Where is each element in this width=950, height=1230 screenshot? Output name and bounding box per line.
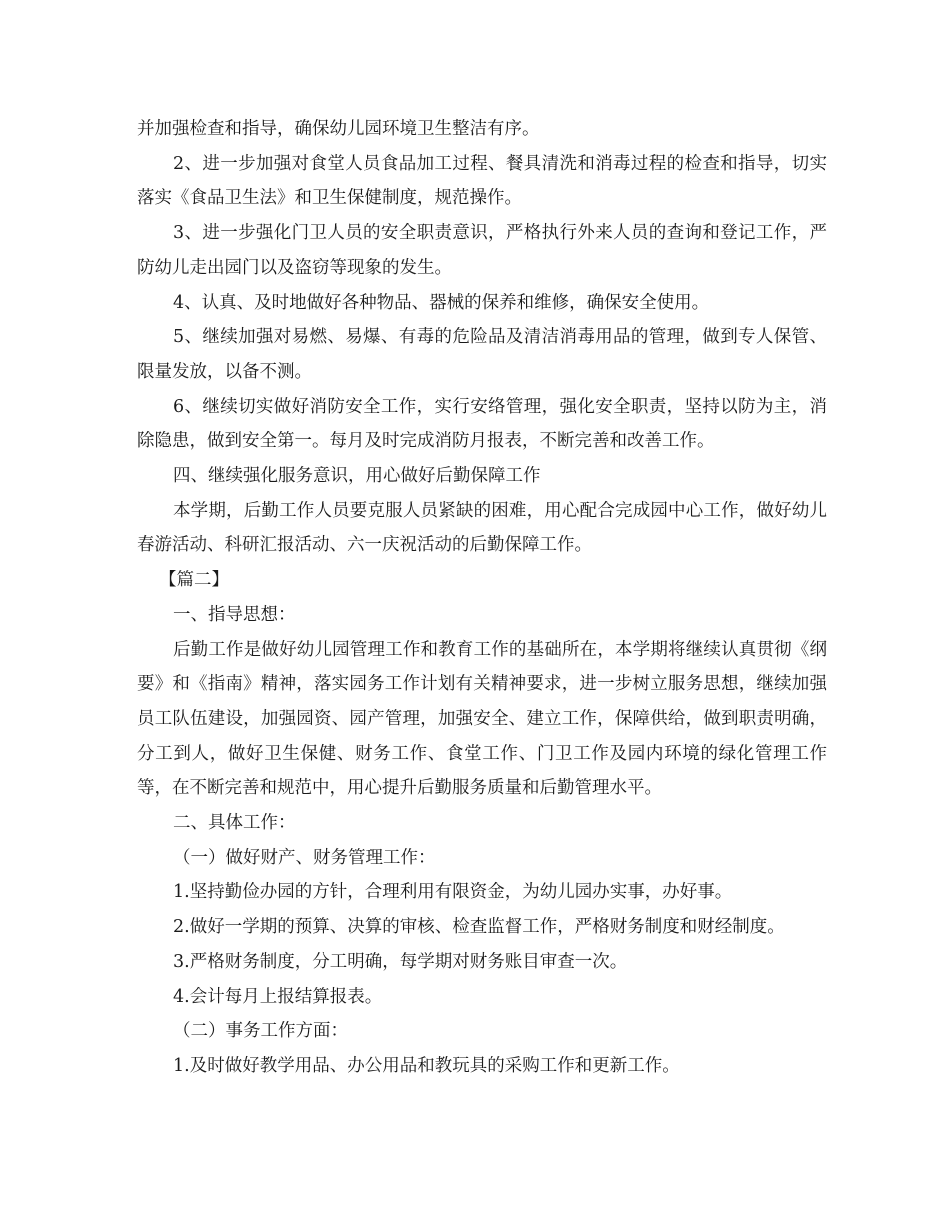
- paragraph-8: 本学期，后勤工作人员要克服人员紧缺的困难，用心配合完成园中心工作，做好幼儿春游活动、科研汇报活动、六一庆祝活动的后勤保障工作。: [137, 500, 827, 556]
- paragraph-4: 4、认真、及时地做好各种物品、器械的保养和维修，确保安全使用。: [173, 292, 710, 313]
- paragraph-1: 并加强检查和指导，确保幼儿园环境卫生整洁有序。: [137, 119, 540, 139]
- document-body: [137, 112, 827, 1084]
- list-item-1: 1.坚持勤俭办园的方针，合理利用有限资金，为幼儿园办实事，办好事。: [173, 882, 733, 903]
- paragraph-2: 2、进一步加强对食堂人员食品加工过程、餐具清洗和消毒过程的检查和指导，切实落实《食品卫生法》和卫生保健制度，规范操作。: [137, 153, 827, 209]
- list-item-3: 3.严格财务制度，分工明确，每学期对财务账目审查一次。: [173, 951, 628, 972]
- list-item-2: 2.做好一学期的预算、决算的审核、检查监督工作，严格财务制度和财经制度。: [173, 917, 785, 938]
- list-item-5: 1.及时做好教学用品、办公用品和教玩具的采购工作和更新工作。: [173, 1055, 680, 1076]
- subsection-heading-finance: （一）做好财产、财务管理工作：: [173, 847, 436, 868]
- section-heading-guiding: 一、指导思想：: [173, 604, 296, 625]
- paragraph-3: 3、进一步强化门卫人员的安全职责意识，严格执行外来人员的查询和登记工作，严防幼儿走出园门以及盗窃等现象的发生。: [137, 223, 827, 278]
- section-heading-4: 四、继续强化服务意识，用心做好后勤保障工作: [173, 466, 541, 487]
- paragraph-6: 6、继续切实做好消防安全工作，实行安络管理，强化安全职责，坚持以防为主，消除隐患，做到安全第一。每月及时完成消防月报表，不断完善和改善工作。: [137, 396, 827, 452]
- subsection-heading-affairs: （二）事务工作方面：: [173, 1021, 348, 1042]
- list-item-4: 4.会计每月上报结算报表。: [173, 986, 383, 1007]
- paragraph-11: 后勤工作是做好幼儿园管理工作和教育工作的基础所在，本学期将继续认真贯彻《纲要》和《指南》精神，落实园务工作计划有关精神要求，进一步树立服务思想，继续加强员工队伍建设，加强园资、园产管理，加强安全、建立工作，保障供给，做到职责明确，分工到人，做好卫生保健、财务工作、食堂工作、门卫工作及园内环境的绿化管理工作等，在不断完善和规范中，用心提升后勤服务质量和后勤管理水平。: [137, 639, 827, 799]
- part-heading: 【篇二】: [159, 570, 229, 591]
- paragraph-5: 5、继续加强对易燃、易爆、有毒的危险品及清洁消毒用品的管理，做到专人保管、限量发放，以备不测。: [137, 327, 827, 382]
- section-heading-specific: 二、具体工作：: [173, 813, 296, 834]
